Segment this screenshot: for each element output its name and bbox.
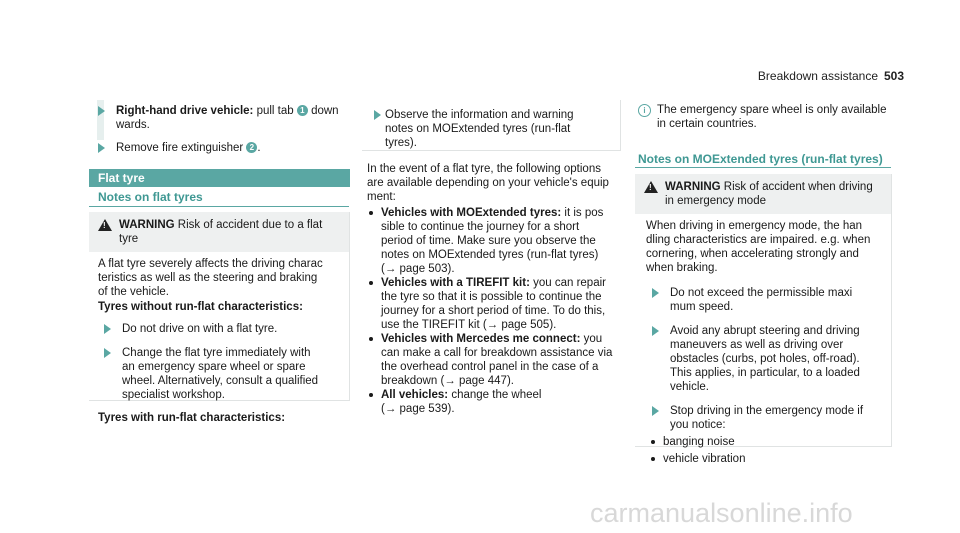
step-arrow-icon — [104, 348, 111, 358]
step-right-hand-drive: Right-hand drive vehicle: pull tab 1 down wards. — [98, 104, 356, 132]
option-all-vehicles: All vehicles: change the wheel (→ page 539). — [367, 388, 627, 416]
step-avoid-maneuvers: Avoid any abrupt steering and driving maneuvers as well as driving over obstacles (curbs, pot holes, off-road). This applies, in particular, to a loaded vehicle. — [646, 324, 881, 394]
warning-icon — [644, 181, 658, 193]
list-item: banging noise — [649, 435, 881, 449]
notes-flat-tyres-title: Notes on flat tyres — [98, 190, 203, 204]
page-link[interactable]: (→ page 539). — [381, 403, 455, 415]
step-arrow-icon — [98, 143, 105, 153]
option-tirefit: Vehicles with a TIREFIT kit: you can repair the tyre so that it is possible to continue the journey for a short period of time. To do this, use the TIREFIT kit (→ page 505). — [367, 276, 627, 332]
info-note: i The emergency spare wheel is only available in certain countries. — [638, 103, 898, 131]
step-arrow-icon — [652, 288, 659, 298]
options-text: In the event of a flat tyre, the following options are available depending on your vehicle's equip ment: Vehicles with MOExtended tyres: it is pos sible to continue the journey for a short period of time. Make sure you observe the notes on MOExtended tyres (run-flat tyres) (→ page 503). Vehicles with a TIREFIT kit: you can repair the tyre so that it is possible to continue the journey for a short period of time. To do this, use the TIREFIT kit (→ page 505). Vehicles with Mercedes me connect: you can make a call for breakdown assistance via the overhead control panel in the case of a breakdown (→ page 447). All vehicles: change the wheel (→ page 539). — [367, 162, 627, 416]
watermark: carmanualsonline.info — [590, 498, 853, 528]
step-remove-extinguisher: Remove fire extinguisher 2 . — [98, 141, 356, 155]
list-item: vehicle vibration — [649, 452, 881, 466]
warning-icon — [98, 219, 112, 231]
step-change-tyre: Change the flat tyre immediately with an emergency spare wheel or spare wheel. Alternatively, consult a qualified specialist workshop. — [98, 346, 340, 402]
option-mercedes-me: Vehicles with Mercedes me connect: you can make a call for breakdown assistance via the overhead control panel in the case of a breakdown (→ page 447). — [367, 332, 627, 388]
warning-box-moextended: ! WARNING Risk of accident when driving in emergency mode When driving in emergency mode, the han dling characteristics are impaired. e.g. when cornering, when accelerating strongly and when braking. Do not exceed the permissible maxi mum speed. Avoid any abrupt steering and driving maneuvers as well as driving over obstacles (curbs, pot holes, off-road). This applies, in particular, to a loaded vehicle. Stop driving in the emergency mode if you notice: banging noise vehicle vibration — [635, 174, 892, 447]
callout-1-icon: 1 — [297, 105, 308, 116]
page-link[interactable]: (→ page 503). — [381, 263, 455, 275]
step-max-speed: Do not exceed the permissible maxi mum speed. — [646, 286, 881, 314]
page-link[interactable]: breakdown (→ page 447). — [381, 375, 514, 387]
callout-2-icon: 2 — [246, 142, 257, 153]
with-run-flat-title: Tyres with run-flat characteristics: — [98, 412, 286, 424]
step-arrow-icon — [652, 406, 659, 416]
step-do-not-drive: Do not drive on with a flat tyre. — [98, 322, 340, 336]
notes-moextended-title: Notes on MOExtended tyres (run-flat tyres) — [638, 152, 883, 166]
warning-box-flat-tyre: ! WARNING Risk of accident due to a flat tyre A flat tyre severely affects the driving charac teristics as well as the steering and braking of the vehicle. Tyres without run-flat characteristics: Do not drive on with a flat tyre. Change the flat tyre immediately with an emergency spare wheel or spare wheel. Alternatively, consult a qualified specialist workshop. Tyres with run-flat characteristics: — [89, 212, 350, 401]
info-icon: i — [638, 104, 651, 117]
flat-tyre-heading: Flat tyre — [89, 169, 350, 187]
step-arrow-icon — [104, 324, 111, 334]
section-title: Breakdown assistance — [757, 69, 878, 83]
step-observe-box: Observe the information and warning notes on MOExtended tyres (run-flat tyres). — [362, 100, 621, 151]
step-arrow-icon — [374, 110, 381, 120]
option-moextended: Vehicles with MOExtended tyres: it is pos sible to continue the journey for a short period of time. Make sure you observe the notes on MOExtended tyres (run-flat tyres) (→ page 503). — [367, 206, 627, 276]
page-link[interactable]: use the TIREFIT kit (→ page 505). — [381, 319, 557, 331]
step-stop-driving: Stop driving in the emergency mode if you notice: — [646, 404, 881, 432]
step-arrow-icon — [98, 106, 105, 116]
page-number: 503 — [883, 69, 904, 83]
step-arrow-icon — [652, 326, 659, 336]
without-run-flat-title: Tyres without run-flat characteristics: — [98, 301, 303, 313]
